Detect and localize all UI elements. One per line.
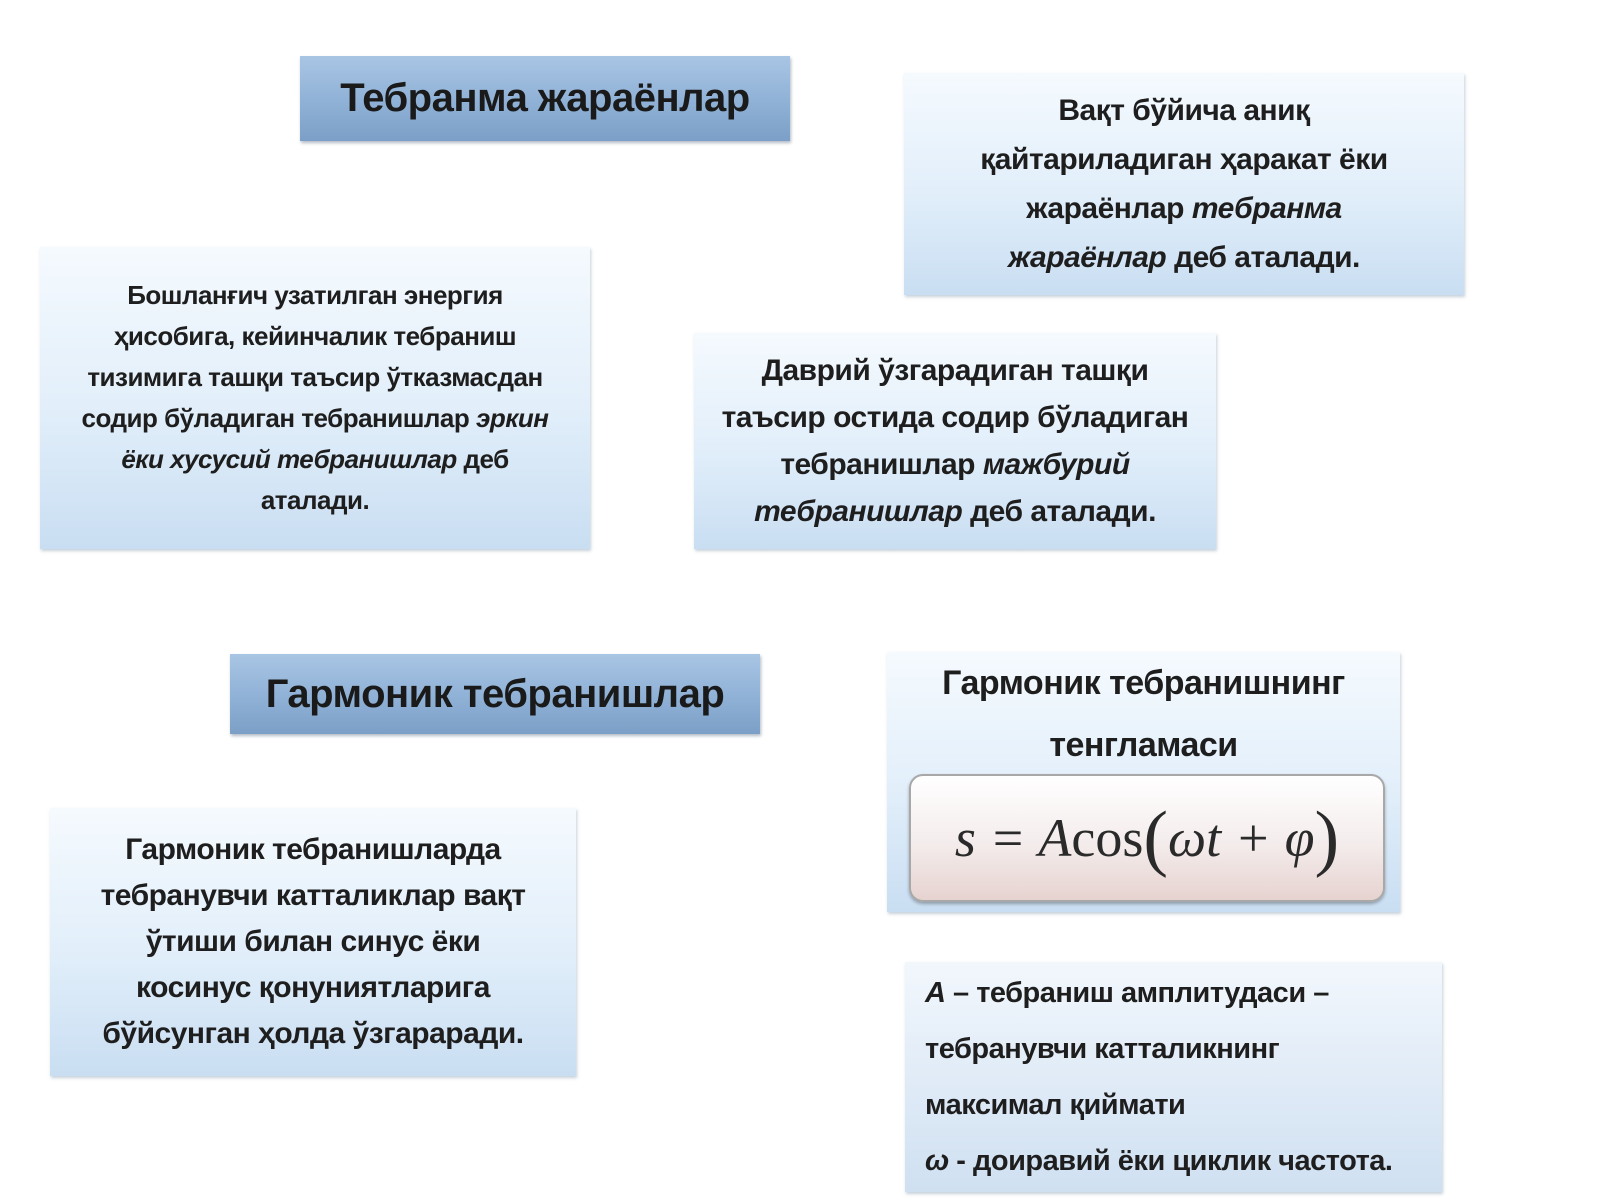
text-fragment: содир бўладиган тебранишлар — [81, 403, 476, 433]
text-line — [904, 233, 1464, 282]
definition-harmonic-oscillations — [50, 808, 576, 1076]
term-italic: эркин — [475, 403, 549, 433]
formula-close-paren: ) — [1314, 796, 1340, 879]
text-line — [694, 441, 1216, 488]
term-italic: тебранишлар — [754, 495, 963, 528]
text-fragment: – тебраниш амплитудаси – — [945, 977, 1329, 1009]
text-line — [904, 184, 1464, 233]
text-line: Вақт бўйича аниқ — [1058, 94, 1310, 127]
text-line: Гармоник тебранишларда — [125, 833, 501, 866]
text-line: Гармоник тебранишнинг — [942, 664, 1345, 702]
legend-panel — [905, 962, 1442, 1192]
text-line: ўтиши билан синус ёки — [145, 925, 481, 958]
text-line: максимал қиймати — [925, 1089, 1186, 1121]
text-fragment: деб аталади. — [962, 495, 1156, 528]
text-fragment: деб аталади. — [1166, 241, 1360, 274]
header-harmonic-oscillations: Гармоник тебранишлар — [230, 654, 760, 734]
text-fragment: - доиравий ёки циклик частота. — [948, 1145, 1393, 1177]
text-line: таъсир остида содир бўладиган — [721, 401, 1189, 434]
text-line: тебранувчи катталикнинг — [925, 1033, 1280, 1065]
definition-forced-oscillations — [694, 333, 1216, 549]
definition-oscillatory-processes — [904, 73, 1464, 295]
formula-cos: cos — [1071, 808, 1144, 868]
text-line — [925, 965, 1442, 1021]
symbol-omega: ω — [925, 1145, 949, 1177]
text-fragment: жараёнлар — [1026, 192, 1192, 225]
text-line: аталади. — [260, 485, 370, 515]
text-line: қайтариладиган ҳаракат ёки — [980, 143, 1388, 176]
text-line: тебранувчи катталиклар вақт — [100, 879, 526, 912]
text-fragment: деб — [456, 444, 509, 474]
term-italic: тебранма — [1191, 192, 1342, 225]
text-line — [694, 488, 1216, 535]
text-line — [925, 1133, 1442, 1189]
text-line: бўйсунган ҳолда ўзгарaради. — [102, 1017, 524, 1050]
text-line — [40, 439, 590, 480]
text-fragment: тебранишлар — [780, 448, 983, 481]
formula-open-paren: ( — [1143, 796, 1168, 879]
symbol-amplitude: A — [925, 977, 946, 1009]
formula-argument: ωt + φ — [1168, 808, 1315, 868]
equation-panel — [887, 652, 1400, 912]
text-line: тизимига ташқи таъсир ўтказмасдан — [87, 362, 543, 392]
text-line: ҳисобига, кейинчалик тебраниш — [113, 321, 517, 351]
text-line: тенгламаси — [1049, 726, 1238, 764]
definition-free-oscillations — [40, 247, 590, 549]
text-line: косинус қонуниятларига — [136, 971, 490, 1004]
text-line: Даврий ўзгарадиган ташқи — [761, 354, 1149, 387]
term-italic: ёки хусусий тебранишлар — [121, 444, 457, 474]
term-italic: жараёнлар — [1008, 241, 1167, 274]
term-italic: мажбурий — [982, 448, 1130, 481]
formula-lhs: s = A — [954, 808, 1072, 868]
text-line — [40, 398, 590, 439]
equation-title — [887, 652, 1400, 776]
header-oscillatory-processes: Тебранма жараёнлар — [300, 56, 790, 141]
equation-formula — [909, 774, 1385, 902]
text-line: Бошланғич узатилган энергия — [127, 280, 503, 310]
